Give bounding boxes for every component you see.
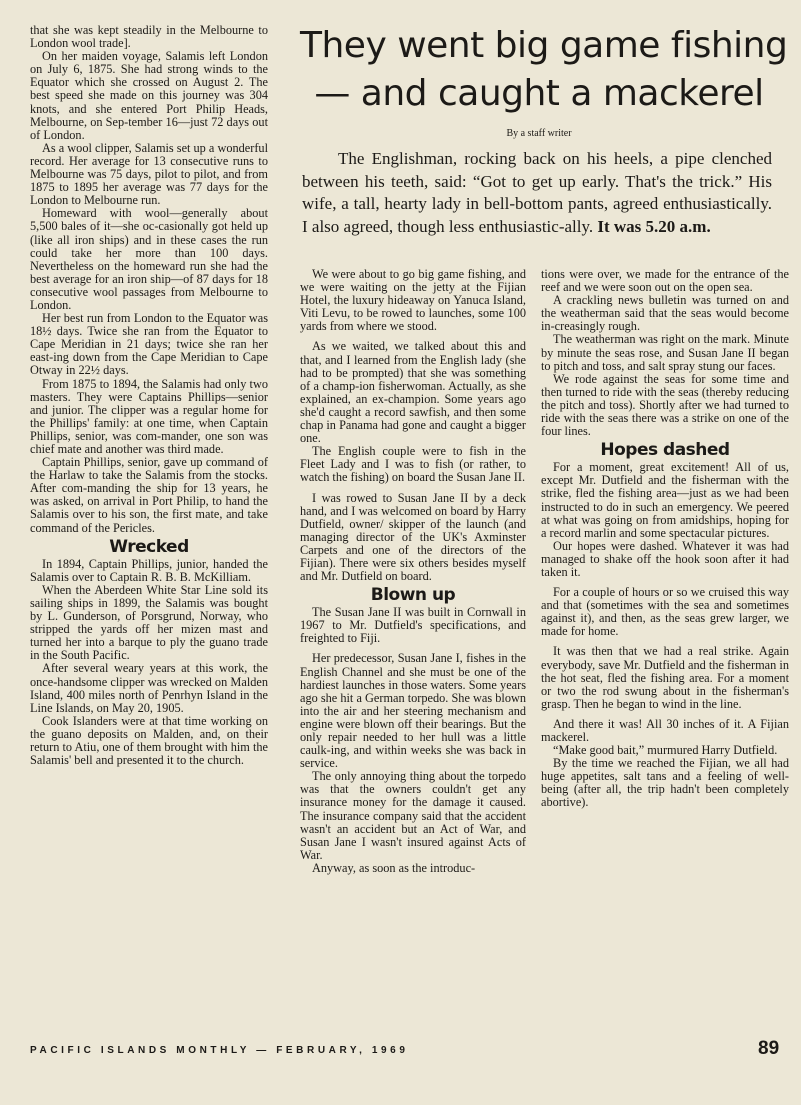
subheading-blown-up: Blown up <box>370 585 456 606</box>
paragraph: In 1894, Captain Phillips, junior, handed the Salamis over to Captain R. B. B. McKilliam. <box>30 556 268 584</box>
paragraph: Homeward with wool—generally about 5,500 bales of it—she oc-casionally got held up (like all iron ships) and in these cases the run could take her more than 100 days. Nevertheless on the homeward run she had the best average for an iron ship—of 87 days for 18 consecutive wool passages from Melbourne to London. <box>30 206 268 312</box>
paragraph: tions were over, we made for the entrance of the reef and we were soon out on the open sea. <box>541 267 789 295</box>
left-column <box>30 24 268 767</box>
headline-line-1: They went big game fishing <box>300 25 788 66</box>
article-headline <box>300 22 788 118</box>
headline-line-2: — and caught a mackerel <box>314 73 764 114</box>
intro-text: The Englishman, rocking back on his heels, a pipe clenched between his teeth, said: “Got to get up early. That's the trick.” His wife, a tall, hearty lady in bell-bottom pants, agreed enthusiastically. I also agreed, though less enthusiastic-ally. <box>302 149 772 236</box>
paragraph: And there it was! All 30 inches of it. A Fijian mackerel. <box>541 716 789 744</box>
page-footer: PACIFIC ISLANDS MONTHLY — FEBRUARY, 1969 <box>30 1045 409 1056</box>
middle-column <box>300 268 526 875</box>
paragraph: By the time we reached the Fijian, we all had huge appetites, salt tans and a feeling of well-being (after all, the trip hadn't been completely abortive). <box>541 756 789 810</box>
paragraph: On her maiden voyage, Salamis left London on July 6, 1875. She had strong winds to the Equator which she crossed on August 2. The best speed she made on this journey was 304 knots, and she entered Port Philip Heads, Melbourne, on Sep-tember 16—just 72 days out of London. <box>30 49 268 142</box>
paragraph: From 1875 to 1894, the Salamis had only two masters. They were Captains Phillips—senior and junior. The clipper was a regular home for the Phillips' family: at one time, when Captain Phillips, senior, was com-mander, one son was chief mate and another was third made. <box>30 376 268 456</box>
paragraph: Anyway, as soon as the introduc- <box>312 860 476 875</box>
right-column <box>541 268 789 810</box>
intro-emphasis: It was 5.20 a.m. <box>597 216 711 236</box>
page-number: 89 <box>758 1038 780 1059</box>
paragraph: Our hopes were dashed. Whatever it was had managed to shake off the hook soon after it had taken it. <box>541 538 789 579</box>
paragraph: that she was kept steadily in the Melbourne to London wool trade]. <box>30 23 268 51</box>
paragraph: A crackling news bulletin was turned on and the weatherman said that the seas would become in-creasingly rough. <box>541 293 789 334</box>
paragraph: Cook Islanders were at that time working on the guano deposits on Malden, and, on their return to Atiu, one of them brought with him the Salamis' bell and presented it to the church. <box>30 713 268 768</box>
paragraph: We rode against the seas for some time and then turned to ride with the seas (thereby reducing the pitch and toss). Shortly after we had turned to ride with the seas there was a strike on one of the four lines. <box>541 371 789 439</box>
subheading-hopes-dashed: Hopes dashed <box>600 440 730 461</box>
paragraph: The weatherman was right on the mark. Minute by minute the seas rose, and Susan Jane II began to pitch and toss, and salt spray stung our faces. <box>541 332 789 373</box>
paragraph: After several weary years at this work, the once-handsome clipper was wrecked on Malden Island, 400 miles north of Penrhyn Island in the Line Islands, on May 20, 1905. <box>30 661 268 715</box>
paragraph: When the Aberdeen White Star Line sold its sailing ships in 1899, the Salamis was bought by L. Gunderson, of Porsgrund, Norway, who stripped the yards off her mizen mast and turned her into a barque to ply the guano trade in the South Pacific. <box>30 582 268 663</box>
paragraph: For a couple of hours or so we cruised this way and that (sometimes with the sea and sometimes against it), and then, as the seas grew larger, we made for home. <box>541 585 789 639</box>
paragraph: The only annoying thing about the torpedo was that the owners couldn't get any insurance money for the damage it caused. The insurance company said that the accident wasn't an accident but an Act of War, and Susan Jane I wasn't insured against Acts of War. <box>300 769 526 862</box>
subheading-wrecked: Wrecked <box>109 536 189 557</box>
paragraph: As a wool clipper, Salamis set up a wonderful record. Her average for 13 consecutive runs to Melbourne was 75 days, pilot to pilot, and from 1875 to 1895 her average was 77 days for the London to Melbourne run. <box>30 140 268 208</box>
paragraph: It was then that we had a real strike. Again everybody, save Mr. Dutfield and the fisherman in the hot seat, fled the fishing area. For a moment or two the rod swung about in the fisherman's grasp. Then he began to wind in the line. <box>541 644 789 711</box>
paragraph: For a moment, great excitement! All of us, except Mr. Dutfield and the fisherman with the strike, fled the fishing area—just as we had been instructed to do in such an emergency. We peered at what was going on from amidships, hoping for a record marlin and some spectacular pictures. <box>541 460 789 540</box>
paragraph: Her best run from London to the Equator was 18½ days. Twice she ran from the Equator to Cape Meridian in 21 days; twice she ran her east-ing down from the Cape Meridian to Cape Otway in 22½ days. <box>30 311 268 378</box>
paragraph: Her predecessor, Susan Jane I, fishes in the English Channel and she must be one of the hardiest launches in those waters. Some years ago she hit a German torpedo. She was blown into the air and her steering mechanism and engine were blown off their bearings. But the only repair needed to her hull was a little caulk-ing, and within weeks she was back in service. <box>300 651 526 771</box>
intro-paragraph <box>302 148 772 238</box>
paragraph: Captain Phillips, senior, gave up command of the Harlaw to take the Salamis from the stocks. After com-manding the ship for 13 years, he was asked, on arrival in Port Philip, to hand the Salamis over to his son, the first mate, and take command of the Pericles. <box>30 455 268 535</box>
byline: By a staff writer <box>506 128 572 139</box>
paragraph: As we waited, we talked about this and that, and I learned from the English lady (she had to be prompted) that she was something of a champ-ion fisherwoman. Actually, as she explained, an ex-champion. Some years ago she'd caught a record sawfish, and then some chap in Panama had gone and caught a bigger one. <box>300 339 526 446</box>
paragraph: We were about to go big game fishing, and we were waiting on the jetty at the Fijian Hotel, the luxury hideaway on Yanuca Island, Viti Levu, to be rowed to launches, some 100 yards from where we stood. <box>300 267 526 334</box>
paragraph: I was rowed to Susan Jane II by a deck hand, and I was welcomed on board by Harry Dutfield, owner/ skipper of the launch (and managing director of the UK's Axminster Carpets and one of the directors of the Fijian). There were six others besides myself and Mr. Dutfield on board. <box>300 490 526 584</box>
paragraph: “Make good bait,” murmured Harry Dutfield. <box>553 743 778 758</box>
paragraph: The Susan Jane II was built in Cornwall in 1967 to Mr. Dutfield's specifications, and freighted to Fiji. <box>300 605 526 646</box>
paragraph: The English couple were to fish in the Fleet Lady and I was to fish (or rather, to watch the fishing) on board the Susan Jane II. <box>300 444 526 485</box>
